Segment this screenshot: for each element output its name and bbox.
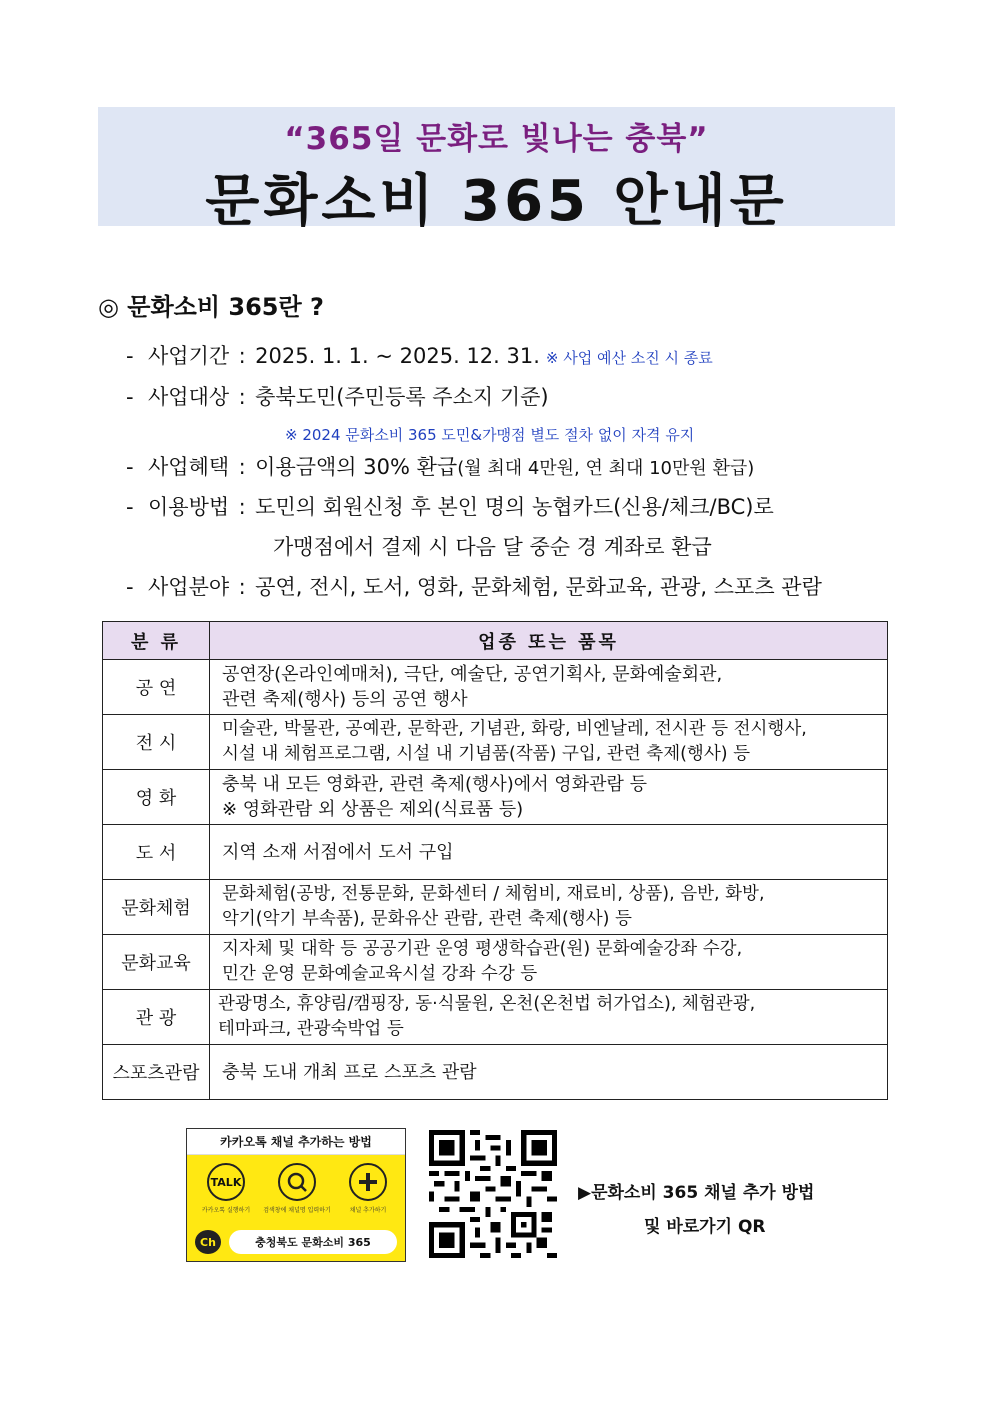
method-line1: 도민의 회원신청 후 본인 명의 농협카드(신용/체크/BC)로 xyxy=(255,495,774,519)
period-label: 사업기간 xyxy=(148,344,230,368)
row-item-line: 관련 축제(행사) 등의 공연 행사 xyxy=(222,689,468,710)
target-note: ※ 2024 문화소비 365 도민&가맹점 별도 절차 없이 자격 유지 xyxy=(285,426,695,444)
target-value: 충북도민(주민등록 주소지 기준) xyxy=(255,385,549,409)
kakao-step-3 xyxy=(333,1163,403,1214)
dash: - xyxy=(126,455,134,479)
plus-icon xyxy=(349,1163,387,1201)
row-category: 도 서 xyxy=(103,825,210,880)
row-item-line: 문화체험(공방, 전통문화, 문화센터 / 체험비, 재료비, 상품), 음반, 화방, xyxy=(222,884,765,904)
row-item-line: 공연장(온라인예매처), 극단, 예술단, 공연기획사, 문화예술회관, xyxy=(222,664,723,685)
row-category: 문화체험 xyxy=(103,880,210,935)
section-heading: ◎ 문화소비 365란 ? xyxy=(98,293,324,321)
row-items xyxy=(210,1045,888,1100)
row-item-line: 관광명소, 휴양림/캠핑장, 동·식물원, 온천(온천법 허가업소), 체험관광, xyxy=(218,994,756,1014)
row-category: 영 화 xyxy=(103,770,210,825)
row-item-line: 지자체 및 대학 등 공공기관 운영 평생학습관(원) 문화예술강좌 수강, xyxy=(222,939,743,959)
table-row xyxy=(103,660,888,715)
info-target xyxy=(126,381,549,411)
row-items xyxy=(210,770,888,825)
qr-caption xyxy=(578,1176,858,1244)
table-row xyxy=(103,880,888,935)
dash: - xyxy=(126,495,134,519)
row-item-line: 시설 내 체험프로그램, 시설 내 기념품(작품) 구입, 관련 축제(행사) 등 xyxy=(222,744,751,764)
row-item-line: 충북 도내 개최 프로 스포츠 관람 xyxy=(222,1061,477,1083)
header-items: 업종 또는 품목 xyxy=(210,622,888,660)
target-label: 사업대상 xyxy=(148,385,230,409)
colon: : xyxy=(238,385,246,409)
channel-search-bar xyxy=(195,1229,397,1255)
info-method xyxy=(126,491,774,521)
row-items xyxy=(210,990,888,1045)
colon: : xyxy=(238,495,246,519)
kakao-guide-title: 카카오톡 채널 추가하는 방법 xyxy=(187,1129,405,1155)
talk-icon: TALK xyxy=(207,1163,245,1201)
search-icon xyxy=(278,1163,316,1201)
kakao-guide xyxy=(186,1128,406,1262)
row-item-line: 충북 내 모든 영화관, 관련 축제(행사)에서 영화관람 등 xyxy=(222,774,647,795)
row-item-line: 악기(악기 부속품), 문화유산 관람, 관련 축제(행사) 등 xyxy=(222,909,632,929)
step-caption: 카카오톡 실행하기 xyxy=(201,1207,251,1214)
method-label: 이용방법 xyxy=(148,495,230,519)
row-item-line: 미술관, 박물관, 공예관, 문학관, 기념관, 화랑, 비엔날레, 전시관 등 전시행사, xyxy=(222,719,807,739)
kakao-step-1 xyxy=(191,1163,261,1214)
benefit-label: 사업혜택 xyxy=(148,455,230,479)
field-value: 공연, 전시, 도서, 영화, 문화체험, 문화교육, 관광, 스포츠 관람 xyxy=(255,575,822,599)
row-category: 문화교육 xyxy=(103,935,210,990)
row-category: 전 시 xyxy=(103,715,210,770)
row-item-line: 테마파크, 관광숙박업 등 xyxy=(218,1019,404,1039)
dash: - xyxy=(126,575,134,599)
kakao-step-2 xyxy=(262,1163,332,1214)
table-row xyxy=(103,1045,888,1100)
table-row xyxy=(103,825,888,880)
period-value: 2025. 1. 1. ~ 2025. 12. 31. xyxy=(255,344,540,368)
colon: : xyxy=(238,455,246,479)
table-row xyxy=(103,715,888,770)
table-row xyxy=(103,935,888,990)
benefit-detail: (월 최대 4만원, 연 최대 10만원 환급) xyxy=(457,458,755,479)
table-header-row xyxy=(103,622,888,660)
benefit-value: 이용금액의 30% 환급 xyxy=(255,455,458,479)
row-category: 공 연 xyxy=(103,660,210,715)
colon: : xyxy=(238,344,246,368)
slogan: “365일 문화로 빛나는 충북” xyxy=(284,121,709,157)
step-caption: 채널 추가하기 xyxy=(349,1207,387,1214)
header-category: 분 류 xyxy=(103,622,210,660)
title-banner xyxy=(98,107,895,234)
row-category: 관 광 xyxy=(103,990,210,1045)
qr-caption-line2: 및 바로가기 QR xyxy=(644,1217,766,1237)
table-row xyxy=(103,990,888,1045)
dash: - xyxy=(126,385,134,409)
qr-code-icon[interactable] xyxy=(429,1130,557,1258)
row-items xyxy=(210,825,888,880)
row-category: 스포츠관람 xyxy=(103,1045,210,1100)
colon: : xyxy=(238,575,246,599)
row-items xyxy=(210,935,888,990)
table-row xyxy=(103,770,888,825)
row-items xyxy=(210,880,888,935)
method-line2: 가맹점에서 결제 시 다음 달 중순 경 계좌로 환급 xyxy=(273,535,712,559)
channel-name: 충청북도 문화소비 365 xyxy=(229,1230,397,1254)
row-item-line: 민간 운영 문화예술교육시설 강좌 수강 등 xyxy=(222,964,538,984)
channel-icon: Ch xyxy=(195,1230,221,1254)
dash: - xyxy=(126,344,134,368)
period-note: ※ 사업 예산 소진 시 종료 xyxy=(545,349,713,367)
page-title: 문화소비 365 안내문 xyxy=(205,169,788,234)
info-field xyxy=(126,571,822,601)
info-benefit xyxy=(126,451,754,481)
info-period xyxy=(126,340,713,370)
row-item-line: ※ 영화관람 외 상품은 제외(식료품 등) xyxy=(222,799,524,820)
row-item-line: 지역 소재 서점에서 도서 구입 xyxy=(222,841,454,863)
field-label: 사업분야 xyxy=(148,575,230,599)
step-caption: 검색창에 채널명 입력하기 xyxy=(263,1207,331,1214)
row-items xyxy=(210,660,888,715)
row-items xyxy=(210,715,888,770)
category-table xyxy=(102,621,888,1100)
qr-caption-line1: ▶문화소비 365 채널 추가 방법 xyxy=(578,1183,815,1203)
